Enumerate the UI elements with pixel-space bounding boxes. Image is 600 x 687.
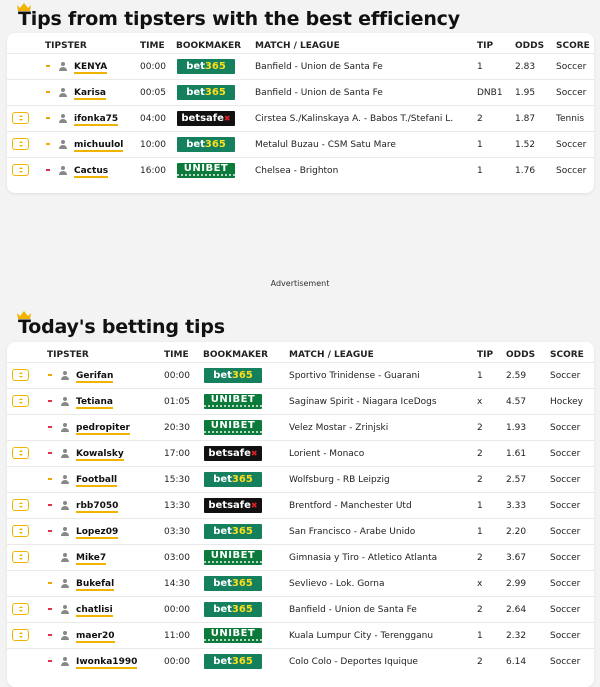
user-icon (61, 475, 69, 484)
header-match: MATCH / LEAGUE (289, 350, 374, 360)
match-time: 00:05 (140, 88, 166, 98)
betsafe-logo[interactable]: betsafe✖ (204, 446, 262, 461)
table-row[interactable] (7, 466, 594, 493)
tip-value: 1 (477, 501, 483, 511)
tip-value: 2 (477, 657, 483, 667)
sport-label: Hockey (550, 397, 583, 407)
follow-toggle-icon[interactable] (12, 447, 29, 459)
tipster-name-link[interactable]: rbb7050 (76, 501, 119, 511)
sport-label: Soccer (550, 657, 581, 667)
user-icon (61, 553, 69, 562)
table-row[interactable] (7, 596, 594, 623)
match-league[interactable]: Gimnasia y Tiro - Atletico Atlanta (289, 553, 438, 563)
match-league[interactable]: Sevlievo - Lok. Gorna (289, 579, 385, 589)
match-time: 00:00 (140, 62, 166, 72)
sport-label: Soccer (550, 527, 581, 537)
bet365-logo[interactable]: bet365 (204, 524, 262, 539)
match-league[interactable]: Banfield - Union de Santa Fe (255, 88, 383, 98)
trend-down-icon (48, 400, 52, 402)
user-icon (61, 397, 69, 406)
user-icon (59, 114, 67, 123)
header-tipster: TIPSTER (45, 41, 87, 51)
follow-toggle-icon[interactable] (12, 551, 29, 563)
match-time: 04:00 (140, 114, 166, 124)
tipster-name-link[interactable]: Bukefal (76, 579, 115, 589)
sport-label: Soccer (550, 371, 581, 381)
match-league[interactable]: Cirstea S./Kalinskaya A. - Babos T./Stefani L. (255, 114, 454, 124)
trend-up-icon (46, 91, 50, 93)
user-icon (59, 166, 67, 175)
tip-value: 1 (477, 527, 483, 537)
sport-label: Soccer (550, 605, 581, 615)
tipster-name-link[interactable]: Gerifan (76, 371, 114, 381)
table-row[interactable] (7, 79, 594, 106)
sport-label: Soccer (556, 62, 587, 72)
unibet-logo[interactable]: UNIBET (204, 550, 262, 565)
odds-value: 4.57 (506, 397, 527, 407)
table-row[interactable] (7, 492, 594, 519)
bet365-logo[interactable]: bet365 (204, 602, 262, 617)
match-league[interactable]: San Francisco - Arabe Unido (289, 527, 416, 537)
table-row[interactable] (7, 131, 594, 158)
user-icon (61, 579, 69, 588)
table-row[interactable] (7, 622, 594, 649)
odds-value: 2.20 (506, 527, 527, 537)
follow-toggle-icon[interactable] (12, 164, 29, 176)
odds-value: 3.33 (506, 501, 527, 511)
user-icon (61, 631, 69, 640)
trend-down-icon (48, 634, 52, 636)
user-icon (61, 527, 69, 536)
sport-label: Soccer (550, 449, 581, 459)
header-odds: ODDS (515, 41, 545, 51)
user-icon (59, 140, 67, 149)
betsafe-logo[interactable]: betsafe✖ (177, 111, 235, 126)
sport-label: Soccer (550, 501, 581, 511)
follow-toggle-icon[interactable] (12, 629, 29, 641)
tip-value: 2 (477, 605, 483, 615)
match-time: 00:00 (164, 371, 190, 381)
bet365-logo[interactable]: bet365 (177, 137, 235, 152)
header-tipster: TIPSTER (47, 350, 89, 360)
trend-up-icon (48, 478, 52, 480)
tip-value: 2 (477, 475, 483, 485)
sport-label: Soccer (556, 140, 587, 150)
tipster-name-link[interactable]: Kowalsky (76, 449, 124, 459)
table-row[interactable] (7, 440, 594, 467)
match-time: 13:30 (164, 501, 190, 511)
follow-toggle-icon[interactable] (12, 369, 29, 381)
sport-label: Soccer (556, 166, 587, 176)
bet365-logo[interactable]: bet365 (204, 654, 262, 669)
user-icon (61, 501, 69, 510)
header-time: TIME (164, 350, 189, 360)
table-row[interactable] (7, 414, 594, 441)
match-time: 00:00 (164, 657, 190, 667)
header-odds: ODDS (506, 350, 536, 360)
advertisement-label: Advertisement (270, 279, 330, 288)
match-time: 16:00 (140, 166, 166, 176)
match-time: 20:30 (164, 423, 190, 433)
tip-value: DNB1 (477, 88, 503, 98)
tipster-name-link[interactable]: pedropiter (76, 423, 130, 433)
sport-label: Soccer (550, 423, 581, 433)
unibet-logo[interactable]: UNIBET (204, 394, 262, 409)
unibet-logo[interactable]: UNIBET (204, 628, 262, 643)
odds-value: 1.61 (506, 449, 527, 459)
sport-label: Soccer (550, 475, 581, 485)
odds-value: 3.67 (506, 553, 527, 563)
match-time: 17:00 (164, 449, 190, 459)
match-time: 14:30 (164, 579, 190, 589)
tip-value: 2 (477, 449, 483, 459)
bet365-logo[interactable]: bet365 (177, 59, 235, 74)
tip-value: x (477, 579, 483, 589)
sport-label: Soccer (556, 88, 587, 98)
match-league[interactable]: Chelsea - Brighton (255, 166, 339, 176)
tip-value: 1 (477, 166, 483, 176)
match-time: 11:00 (164, 631, 190, 641)
table-row[interactable] (7, 570, 594, 597)
tipster-name-link[interactable]: Tetiana (76, 397, 113, 407)
tipster-name-link[interactable]: Cactus (74, 166, 109, 176)
user-icon (61, 449, 69, 458)
tipster-name-link[interactable]: Football (76, 475, 118, 485)
match-time: 15:30 (164, 475, 190, 485)
trend-down-icon (48, 452, 52, 454)
match-time: 03:30 (164, 527, 190, 537)
table-row[interactable] (7, 53, 594, 80)
tipster-name-link[interactable]: michuulol (74, 140, 124, 150)
match-league[interactable]: Wolfsburg - RB Leipzig (289, 475, 390, 485)
tipster-name-link[interactable]: Karisa (74, 88, 107, 98)
trend-down-icon (48, 608, 52, 610)
trend-down-icon (48, 426, 52, 428)
sport-label: Soccer (550, 631, 581, 641)
match-league[interactable]: Metalul Buzau - CSM Satu Mare (255, 140, 396, 150)
odds-value: 1.76 (515, 166, 536, 176)
match-league[interactable]: Saginaw Spirit - Niagara IceDogs (289, 397, 437, 407)
tipster-name-link[interactable]: KENYA (74, 62, 108, 72)
match-time: 01:05 (164, 397, 190, 407)
table-row[interactable] (7, 648, 594, 675)
header-tip: TIP (477, 350, 494, 360)
tip-value: 1 (477, 62, 483, 72)
tipster-name-link[interactable]: Mike7 (76, 553, 107, 563)
odds-value: 2.64 (506, 605, 527, 615)
follow-toggle-icon[interactable] (12, 112, 29, 124)
match-league[interactable]: Kuala Lumpur City - Terengganu (289, 631, 434, 641)
match-time: 10:00 (140, 140, 166, 150)
user-icon (59, 62, 67, 71)
user-icon (61, 371, 69, 380)
table-row[interactable] (7, 544, 594, 571)
odds-value: 1.87 (515, 114, 536, 124)
follow-toggle-icon[interactable] (12, 499, 29, 511)
follow-toggle-icon[interactable] (12, 525, 29, 537)
user-icon (59, 88, 67, 97)
odds-value: 2.83 (515, 62, 536, 72)
tip-value: 1 (477, 371, 483, 381)
odds-value: 1.93 (506, 423, 527, 433)
betsafe-logo[interactable]: betsafe✖ (204, 498, 262, 513)
best-efficiency-tips-table (7, 33, 594, 193)
bet365-logo[interactable]: bet365 (204, 472, 262, 487)
trend-down-icon (48, 530, 52, 532)
tipster-name-link[interactable]: maer20 (76, 631, 115, 641)
match-time: 03:00 (164, 553, 190, 563)
header-bookmaker: BOOKMAKER (176, 41, 242, 51)
header-match: MATCH / LEAGUE (255, 41, 340, 51)
follow-toggle-icon[interactable] (12, 395, 29, 407)
unibet-logo[interactable]: UNIBET (177, 163, 235, 178)
todays-tips-table (7, 342, 594, 687)
table-row[interactable] (7, 157, 594, 184)
trend-up-icon (48, 374, 52, 376)
odds-value: 2.32 (506, 631, 527, 641)
match-league[interactable]: Banfield - Union de Santa Fe (289, 605, 417, 615)
match-league[interactable]: Colo Colo - Deportes Iquique (289, 657, 418, 667)
match-league[interactable]: Lorient - Monaco (289, 449, 365, 459)
sport-label: Soccer (550, 553, 581, 563)
user-icon (61, 605, 69, 614)
tipster-name-link[interactable]: ifonka75 (74, 114, 119, 124)
odds-value: 1.52 (515, 140, 536, 150)
tip-value: 1 (477, 631, 483, 641)
table-row[interactable] (7, 105, 594, 132)
header-bookmaker: BOOKMAKER (203, 350, 269, 360)
odds-value: 2.59 (506, 371, 527, 381)
follow-toggle-icon[interactable] (12, 138, 29, 150)
trend-up-icon (46, 65, 50, 67)
section-title-best-efficiency: Tips from tipsters with the best efficiency (18, 8, 460, 30)
tip-value: 2 (477, 114, 483, 124)
tip-value: x (477, 397, 483, 407)
odds-value: 1.95 (515, 88, 536, 98)
tip-value: 1 (477, 140, 483, 150)
unibet-logo[interactable]: UNIBET (204, 420, 262, 435)
header-score: SCORE (556, 41, 590, 51)
trend-down-icon (48, 660, 52, 662)
trend-up-icon (46, 143, 50, 145)
match-league[interactable]: Brentford - Manchester Utd (289, 501, 412, 511)
tipster-name-link[interactable]: Iwonka1990 (76, 657, 138, 667)
table-row[interactable] (7, 362, 594, 389)
header-score: SCORE (550, 350, 584, 360)
bet365-logo[interactable]: bet365 (204, 368, 262, 383)
table-row[interactable] (7, 388, 594, 415)
bet365-logo[interactable]: bet365 (204, 576, 262, 591)
header-tip: TIP (477, 41, 494, 51)
table-row[interactable] (7, 518, 594, 545)
match-league[interactable]: Sportivo Trinidense - Guarani (289, 371, 420, 381)
odds-value: 2.99 (506, 579, 527, 589)
match-time: 00:00 (164, 605, 190, 615)
trend-down-icon (48, 504, 52, 506)
odds-value: 6.14 (506, 657, 527, 667)
tipster-name-link[interactable]: Lopez09 (76, 527, 119, 537)
section-title-todays-tips: Today's betting tips (18, 316, 225, 338)
user-icon (61, 423, 69, 432)
match-league[interactable]: Velez Mostar - Zrinjski (289, 423, 389, 433)
match-league[interactable]: Banfield - Union de Santa Fe (255, 62, 383, 72)
follow-toggle-icon[interactable] (12, 603, 29, 615)
trend-up-icon (46, 117, 50, 119)
header-time: TIME (140, 41, 165, 51)
trend-down-icon (46, 169, 50, 171)
tip-value: 2 (477, 553, 483, 563)
sport-label: Soccer (550, 579, 581, 589)
sport-label: Tennis (556, 114, 585, 124)
user-icon (61, 657, 69, 666)
tipster-name-link[interactable]: chatlisi (76, 605, 113, 615)
odds-value: 2.57 (506, 475, 527, 485)
trend-up-icon (48, 582, 52, 584)
tip-value: 2 (477, 423, 483, 433)
bet365-logo[interactable]: bet365 (177, 85, 235, 100)
